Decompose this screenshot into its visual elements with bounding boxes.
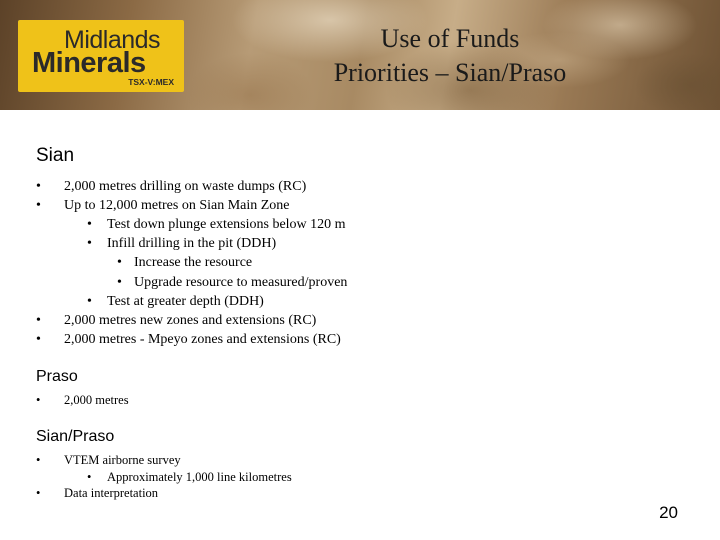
- list-item: [117, 255, 253, 271]
- bullet: •: [87, 217, 92, 232]
- page-number: 20: [659, 503, 678, 522]
- list-item: [36, 313, 317, 329]
- bullet: •: [87, 294, 92, 309]
- list-item: [36, 179, 307, 195]
- section-heading-sian-praso: Sian/Praso: [36, 428, 115, 445]
- list-item-text: 2,000 metres: [64, 393, 129, 407]
- section-heading-sian: Sian: [36, 145, 75, 166]
- list-item-text: Test down plunge extensions below 120 m: [107, 217, 346, 232]
- list-item-text: Increase the resource: [134, 255, 253, 270]
- company-logo: [18, 20, 184, 92]
- logo-ticker: TSX-V:MEX: [128, 77, 174, 87]
- bullet: •: [117, 275, 122, 290]
- list-item: [36, 198, 290, 214]
- list-item-text: Upgrade resource to measured/proven: [134, 275, 348, 290]
- header-banner: [0, 0, 720, 110]
- list-item: [87, 294, 264, 310]
- bullet: •: [87, 236, 92, 251]
- list-item-text: 2,000 metres drilling on waste dumps (RC): [64, 179, 307, 194]
- list-item: [36, 486, 159, 500]
- bullet: •: [36, 332, 41, 347]
- bullet: •: [36, 453, 41, 467]
- logo-text-line1: Midlands: [64, 26, 161, 54]
- slide-title-line2: Priorities – Sian/Praso: [333, 58, 567, 87]
- list-item: [36, 332, 341, 348]
- bullet: •: [36, 313, 41, 328]
- list-item: [87, 470, 292, 484]
- bullet: •: [87, 470, 92, 484]
- bullet: •: [36, 179, 41, 194]
- list-item: [36, 393, 129, 407]
- list-item-text: 2,000 metres - Mpeyo zones and extensions (RC): [64, 332, 341, 347]
- bullet: •: [117, 255, 122, 270]
- list-item-text: Test at greater depth (DDH): [107, 294, 264, 309]
- list-item: [87, 217, 346, 233]
- list-item: [36, 453, 181, 467]
- list-item: [117, 275, 348, 291]
- list-item: [87, 236, 277, 252]
- list-item-text: VTEM airborne survey: [64, 453, 181, 467]
- slide-title-line1: Use of Funds: [380, 24, 520, 53]
- logo-text-line2: Minerals: [32, 47, 146, 79]
- bullet: •: [36, 393, 41, 407]
- bullet: •: [36, 486, 41, 500]
- list-item-text: Data interpretation: [64, 486, 159, 500]
- list-item-text: 2,000 metres new zones and extensions (RC): [64, 313, 317, 328]
- bullet: •: [36, 198, 41, 213]
- list-item-text: Infill drilling in the pit (DDH): [107, 236, 277, 251]
- list-item-text: Approximately 1,000 line kilometres: [107, 470, 292, 484]
- list-item-text: Up to 12,000 metres on Sian Main Zone: [64, 198, 290, 213]
- section-heading-praso: Praso: [36, 368, 78, 385]
